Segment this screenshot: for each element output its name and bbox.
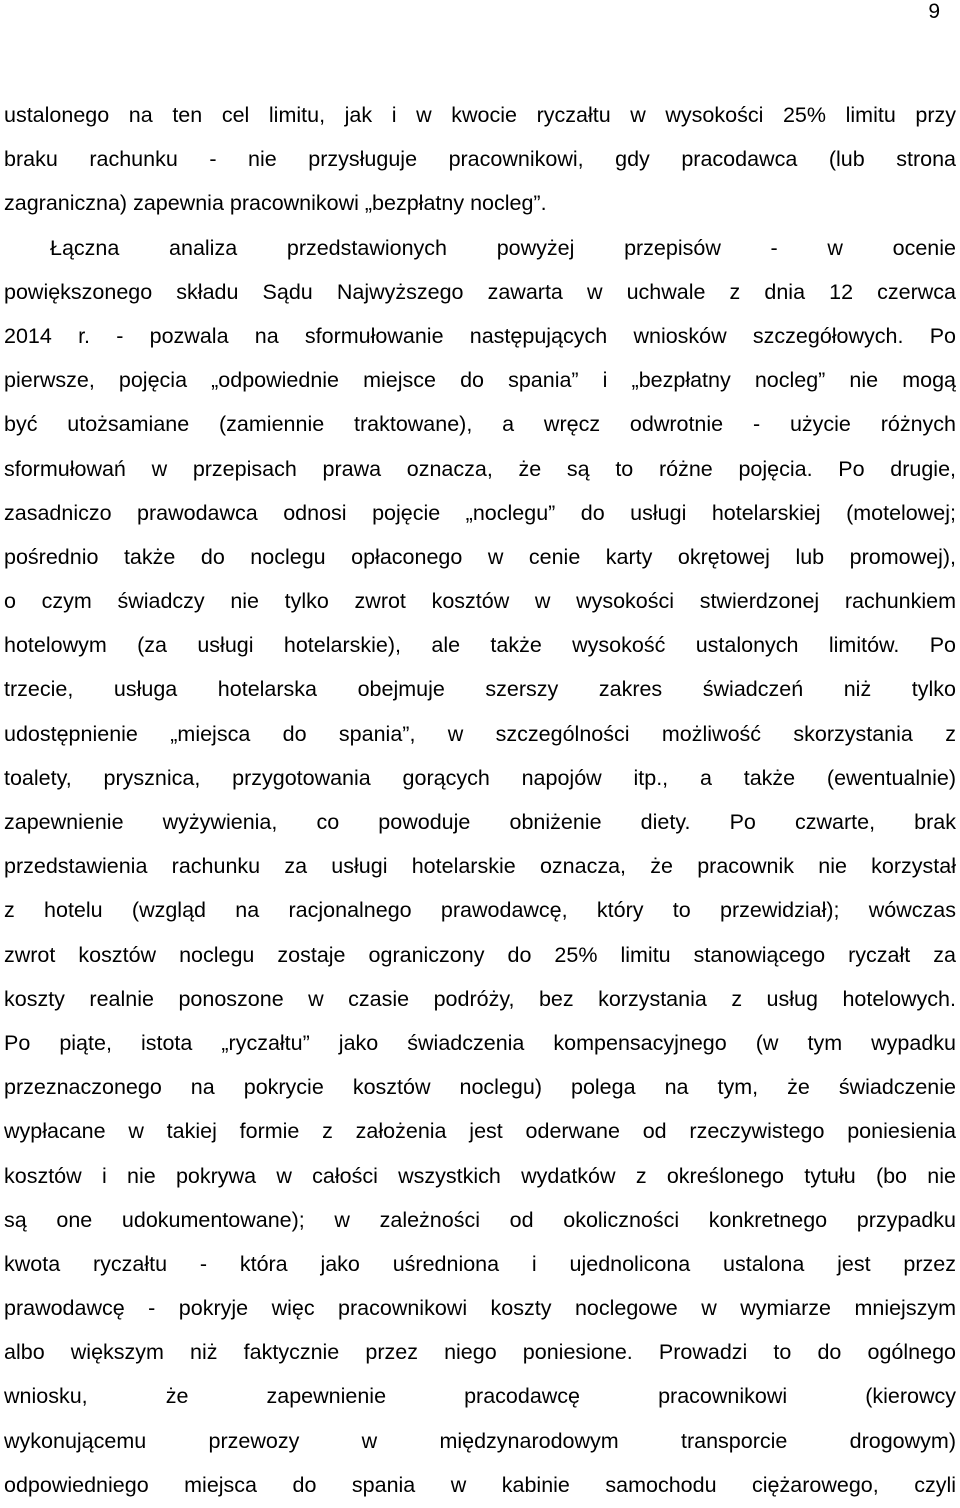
text-line: 2014 r. - pozwala na sformułowanie następujących wniosków szczegółowych. Po — [4, 323, 956, 348]
text-line: zagraniczna) zapewnia pracownikowi „bezpłatny nocleg”. — [4, 191, 547, 216]
text-line: toalety, prysznica, przygotowania gorących napojów itp., a także (ewentualnie) — [4, 765, 956, 790]
text-line: być utożsamiane (zamiennie traktowane), a wręcz odwrotnie - użycie różnych — [4, 412, 956, 437]
text-line: z hotelu (wzgląd na racjonalnego prawodawcę, który to przewidział); wówczas — [4, 898, 956, 923]
text-line: kosztów i nie pokrywa w całości wszystkich wydatków z określonego tytułu (bo nie — [4, 1163, 956, 1188]
text-line: prawodawcę - pokryje więc pracownikowi koszty noclegowe w wymiarze mniejszym — [4, 1296, 956, 1321]
text-line: zasadniczo prawodawca odnosi pojęcie „noclegu” do usługi hotelarskiej (motelowej; — [4, 500, 956, 525]
page-number: 9 — [928, 0, 940, 23]
text-line: przedstawienia rachunku za usługi hotelarskie oznacza, że pracownik nie korzystał — [4, 854, 956, 879]
text-line: odpowiedniego miejsca do spania w kabinie samochodu ciężarowego, czyli — [4, 1472, 956, 1497]
text-line: o czym świadczy nie tylko zwrot kosztów w wysokości stwierdzonej rachunkiem — [4, 589, 956, 614]
text-line: trzecie, usługa hotelarska obejmuje szerszy zakres świadczeń niż tylko — [4, 677, 956, 702]
text-line: sformułowań w przepisach prawa oznacza, że są to różne pojęcia. Po drugie, — [4, 456, 956, 481]
text-line: pierwsze, pojęcia „odpowiednie miejsce do spania” i „bezpłatny nocleg” nie mogą — [4, 368, 956, 393]
text-line: przeznaczonego na pokrycie kosztów noclegu) polega na tym, że świadczenie — [4, 1075, 956, 1100]
body-paragraph — [4, 93, 956, 1507]
text-line: są one udokumentowane); w zależności od okoliczności konkretnego przypadku — [4, 1207, 956, 1232]
text-line: albo większym niż faktycznie przez niego poniesione. Prowadzi to do ogólnego — [4, 1340, 956, 1365]
text-line: hotelowym (za usługi hotelarskie), ale także wysokość ustalonych limitów. Po — [4, 633, 956, 658]
text-line: udostępnienie „miejsca do spania”, w szczególności możliwość skorzystania z — [4, 721, 956, 746]
text-line: wykonującemu przewozy w międzynarodowym transporcie drogowym) — [4, 1428, 956, 1453]
text-line: wypłacane w takiej formie z założenia jest oderwane od rzeczywistego poniesienia — [4, 1119, 956, 1144]
text-line: koszty realnie ponoszone w czasie podróży, bez korzystania z usług hotelowych. — [4, 986, 956, 1011]
text-line: Łączna analiza przedstawionych powyżej przepisów - w ocenie — [50, 235, 956, 260]
text-line: zapewnienie wyżywienia, co powoduje obniżenie diety. Po czwarte, brak — [4, 810, 956, 834]
text-line: braku rachunku - nie przysługuje pracownikowi, gdy pracodawca (lub strona — [4, 147, 956, 172]
text-line: powiększonego składu Sądu Najwyższego zawarta w uchwale z dnia 12 czerwca — [4, 279, 956, 304]
text-line: wniosku, że zapewnienie pracodawcę pracownikowi (kierowcy — [4, 1384, 956, 1409]
text-line: Po piąte, istota „ryczałtu” jako świadczenia kompensacyjnego (w tym wypadku — [4, 1030, 956, 1055]
text-line: ustalonego na ten cel limitu, jak i w kwocie ryczałtu w wysokości 25% limitu przy — [4, 103, 956, 127]
text-line: pośrednio także do noclegu opłaconego w cenie karty okrętowej lub promowej), — [4, 544, 956, 569]
text-line: kwota ryczałtu - która jako uśredniona i ujednolicona ustalona jest przez — [4, 1251, 956, 1276]
text-line: zwrot kosztów noclegu zostaje ograniczony do 25% limitu stanowiącego ryczałt za — [4, 942, 956, 967]
